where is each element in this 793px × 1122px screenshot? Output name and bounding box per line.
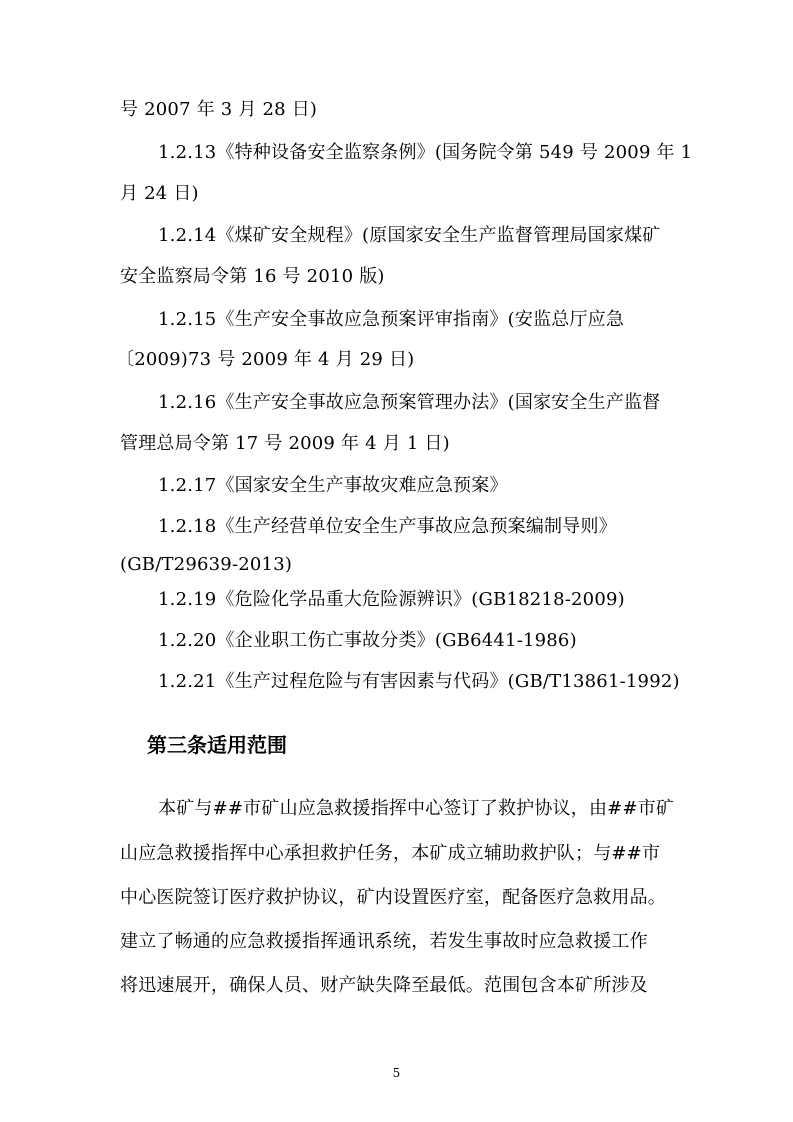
paragraph-line: 中心医院签订医疗救护协议，矿内设置医疗室，配备医疗急救用品。 [120, 887, 666, 908]
list-item-1-2-19: 1.2.19《危险化学品重大危险源辨识》(GB18218-2009) [158, 589, 625, 610]
list-item-1-2-21: 1.2.21《生产过程危险与有害因素与代码》(GB/T13861-1992) [158, 671, 680, 692]
text-line: 管理总局令第 17 号 2009 年 4 月 1 日) [120, 433, 450, 454]
paragraph-line: 本矿与##市矿山应急救援指挥中心签订了救护协议，由##市矿 [158, 798, 675, 819]
list-item-1-2-20: 1.2.20《企业职工伤亡事故分类》(GB6441-1986) [158, 630, 577, 651]
text-line: 〔2009)73 号 2009 年 4 月 29 日) [116, 349, 415, 370]
paragraph-line: 将迅速展开，确保人员、财产缺失降至最低。范围包含本矿所涉及 [120, 975, 648, 996]
list-item-1-2-18: 1.2.18《生产经营单位安全生产事故应急预案编制导则》 [158, 516, 617, 537]
page-number: 5 [392, 1066, 401, 1080]
paragraph-line: 建立了畅通的应急救援指挥通讯系统，若发生事故时应急救援工作 [120, 931, 648, 952]
list-item-1-2-13: 1.2.13《特种设备安全监察条例》(国务院令第 549 号 2009 年 1 [158, 142, 693, 163]
paragraph-line: 山应急救援指挥中心承担救护任务，本矿成立辅助救护队；与##市 [120, 843, 661, 864]
text-line: 安全监察局令第 16 号 2010 版) [120, 266, 385, 287]
list-item-1-2-15: 1.2.15《生产安全事故应急预案评审指南》(安监总厅应急 [158, 309, 625, 330]
section-heading: 第三条适用范围 [147, 733, 287, 757]
list-item-1-2-14: 1.2.14《煤矿安全规程》(原国家安全生产监督管理局国家煤矿 [158, 225, 661, 246]
list-item-1-2-17: 1.2.17《国家安全生产事故灾难应急预案》 [158, 475, 508, 496]
text-line: 月 24 日) [120, 183, 199, 204]
text-line: (GB/T29639-2013) [120, 554, 293, 575]
text-line: 号 2007 年 3 月 28 日) [120, 99, 318, 120]
list-item-1-2-16: 1.2.16《生产安全事故应急预案管理办法》(国家安全生产监督 [158, 392, 661, 413]
